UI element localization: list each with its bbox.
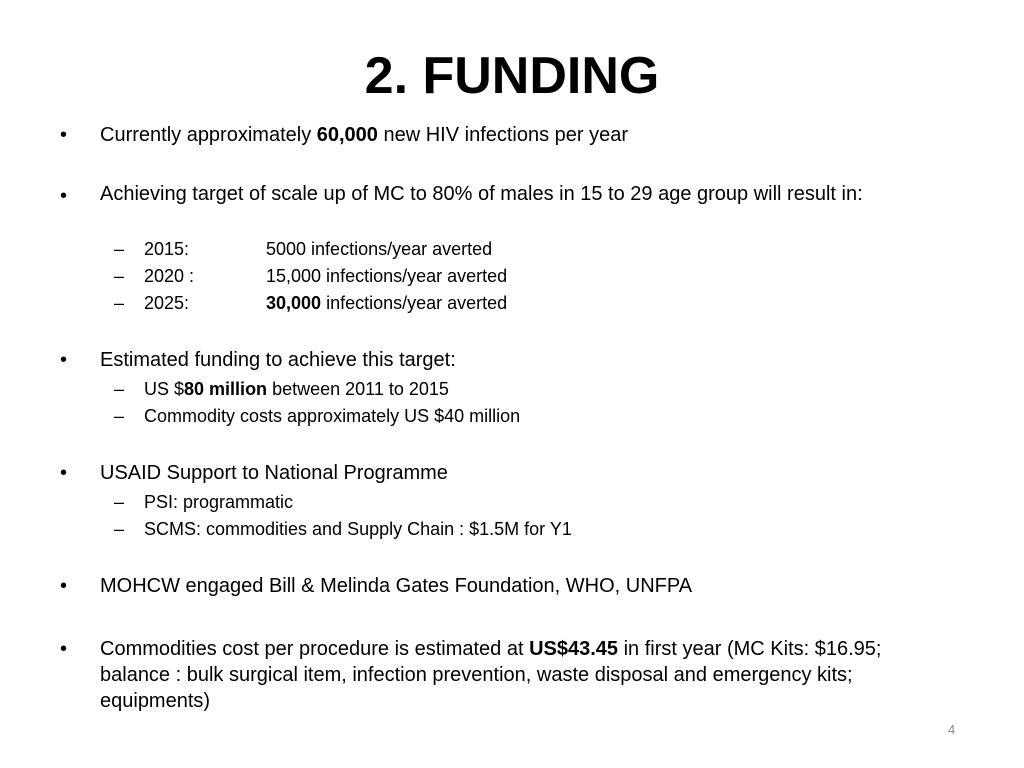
- sub-bold: 30,000: [266, 293, 322, 313]
- bullet-text-pre: Currently approximately: [100, 124, 317, 146]
- bullet-scale-up-target: [60, 183, 960, 205]
- sub-post: between 2011 to 2015: [267, 379, 449, 399]
- bullet-estimated-funding: [60, 347, 960, 373]
- sub-item-us-80-million: [114, 378, 964, 400]
- bullet-marker: •: [60, 124, 68, 146]
- sub-marker: –: [114, 519, 125, 539]
- bullet-mohcw-engaged: [60, 573, 960, 599]
- sub-year: 2020 :: [144, 266, 195, 286]
- bullet-usaid-support: [60, 460, 960, 486]
- bullet-marker: •: [60, 185, 68, 207]
- sub-text: Commodity costs approximately US $40 million: [144, 406, 521, 426]
- slide-title: 2. FUNDING: [364, 47, 660, 105]
- sub-text: [144, 238, 964, 260]
- sub-marker: –: [114, 293, 125, 313]
- sub-marker: –: [114, 379, 125, 399]
- sub-marker: –: [114, 239, 125, 259]
- sub-item-commodity-costs: [114, 405, 964, 427]
- bullet-text: MOHCW engaged Bill & Melinda Gates Foundation, WHO, UNFPA: [100, 575, 693, 597]
- sub-item-2025: [114, 292, 964, 314]
- sub-post: 5000 infections/year averted: [266, 239, 493, 259]
- bullet-marker: •: [60, 638, 68, 660]
- bullet-commodities-cost: [60, 636, 940, 714]
- page-number: 4: [948, 722, 956, 737]
- bullet-text: Achieving target of scale up of MC to 80% of males in 15 to 29 age group will result in:: [100, 183, 863, 205]
- sub-text: [144, 378, 964, 400]
- bullet-new-infections: [60, 122, 960, 148]
- sub-text: [144, 265, 964, 287]
- sub-text: PSI: programmatic: [144, 492, 294, 512]
- sub-item-scms: [114, 518, 964, 540]
- bullet-text: USAID Support to National Programme: [100, 462, 448, 484]
- sub-bold: 80 million: [184, 379, 268, 399]
- bullet-text-post: in first year (MC Kits: $16.95; balance : bulk surgical item, infection prevention, waste disposal and emergency kits; equipments): [100, 638, 882, 712]
- sub-text: SCMS: commodities and Supply Chain : $1.5M for Y1: [144, 519, 572, 539]
- sub-item-2015: [114, 238, 964, 260]
- bullet-text: Estimated funding to achieve this target:: [100, 349, 456, 371]
- sub-year: 2025:: [144, 293, 190, 313]
- bullet-text-bold: 60,000: [316, 124, 378, 146]
- bullet-marker: •: [60, 462, 68, 484]
- sub-text: [144, 292, 964, 314]
- bullet-marker: •: [60, 575, 68, 597]
- bullet-text: [100, 636, 940, 714]
- sub-year: 2015:: [144, 239, 190, 259]
- bullet-text-pre: Commodities cost per procedure is estimated at: [100, 638, 530, 660]
- sub-post: infections/year averted: [321, 293, 508, 313]
- sub-pre: US $: [144, 379, 185, 399]
- sub-marker: –: [114, 406, 125, 426]
- bullet-text: [100, 122, 960, 148]
- sub-item-psi: [114, 491, 964, 513]
- bullet-text-post: new HIV infections per year: [377, 124, 629, 146]
- sub-item-2020: [114, 265, 964, 287]
- sub-marker: –: [114, 266, 125, 286]
- sub-post: 15,000 infections/year averted: [266, 266, 508, 286]
- sub-marker: –: [114, 492, 125, 512]
- bullet-text-bold: US$43.45: [529, 638, 619, 660]
- bullet-marker: •: [60, 349, 68, 371]
